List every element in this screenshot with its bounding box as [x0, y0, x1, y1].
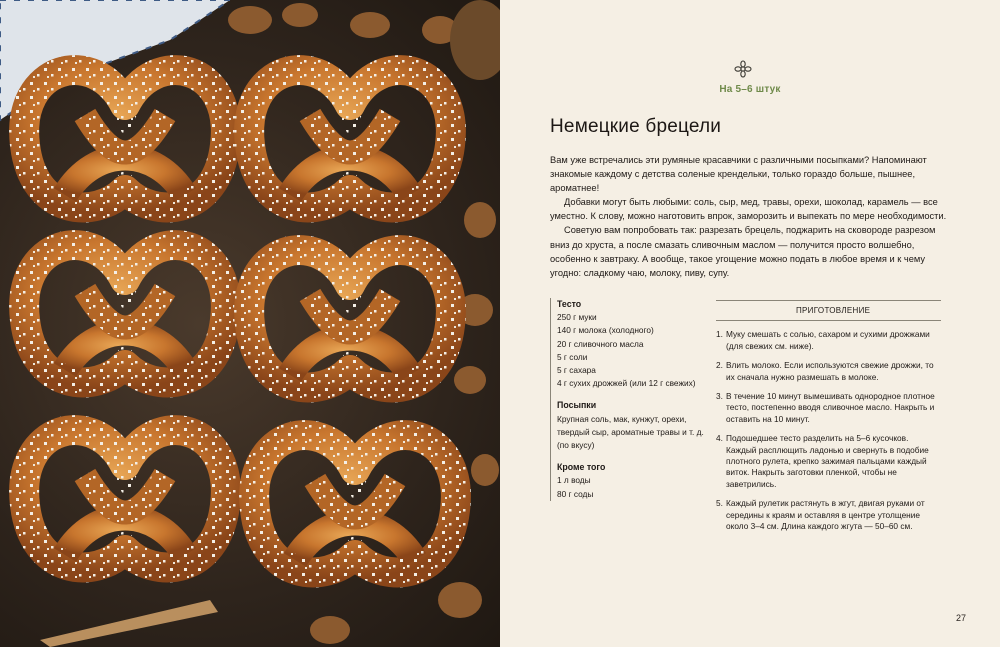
step-number: 4.	[716, 433, 723, 444]
recipe-intro	[550, 153, 950, 280]
method-section	[716, 300, 941, 541]
ingredient-item: 5 г сахара	[557, 365, 596, 376]
intro-paragraph: Добавки могут быть любыми: соль, сыр, мед, травы, орехи, шоколад, карамель — все уместно. К слову, можно наготовить впрок, заморозить и выпекать по мере необходимости.	[550, 197, 947, 222]
recipe-title: Немецкие брецели	[550, 116, 722, 137]
ingredient-group-heading: Кроме того	[557, 462, 606, 473]
method-step	[716, 360, 941, 383]
flower-icon	[734, 60, 752, 78]
ingredient-item: 1 л воды	[557, 475, 591, 486]
recipe-page	[500, 0, 1000, 647]
method-step	[716, 391, 941, 425]
ingredient-item: 250 г муки	[557, 312, 597, 323]
ingredient-group-dough	[557, 298, 707, 390]
ingredients-list	[550, 298, 707, 501]
step-number: 5.	[716, 498, 723, 509]
ingredient-item: 140 г молока (холодного)	[557, 325, 654, 336]
ingredient-group-heading: Тесто	[557, 299, 582, 309]
ingredient-group-extra	[557, 461, 707, 501]
step-number: 1.	[716, 329, 723, 340]
step-text: Подошедшее тесто разделить на 5–6 кусочков. Каждый расплющить ладонью и свернуть в подобие плотного рулета, крепко зажимая пальцами каждый виток. Накрыть заготовки пленкой, чтобы не заветрились.	[726, 433, 929, 489]
ingredient-item: 20 г сливочного масла	[557, 338, 644, 349]
method-step	[716, 329, 941, 352]
ingredient-group-heading: Посыпки	[557, 400, 597, 411]
ingredient-item: 80 г соды	[557, 488, 594, 499]
servings-label: На 5–6 штук	[719, 84, 781, 95]
intro-paragraph: Вам уже встречались эти румяные красавчики с различными посыпками? Напоминают знакомые каждому с детства соленые крендельки, только гораздо больше, пышнее, ароматнее!	[550, 155, 927, 194]
ingredient-item: Крупная соль, мак, кунжут, орехи, твердый сыр, ароматные травы и т. д. (по вкусу)	[557, 413, 704, 451]
method-step	[716, 433, 941, 490]
ingredient-group-toppings	[557, 399, 707, 452]
step-text: Влить молоко. Если используются свежие дрожжи, то их сначала нужно размешать в молоке.	[726, 360, 934, 382]
page-number: 27	[955, 613, 966, 623]
method-step	[716, 498, 941, 532]
step-text: В течение 10 минут вымешивать однородное плотное тесто, постепенно вводя сливочное масло. Накрыть и оставить на 10 минут.	[726, 391, 935, 424]
step-text: Каждый рулетик растянуть в жгут, двигая руками от середины к краям и оставляя в центре утолщение около 3–4 см. Длина каждого жгута — 50–60 см.	[726, 498, 925, 532]
ingredient-item: 4 г сухих дрожжей (или 12 г свежих)	[557, 378, 696, 389]
method-heading: ПРИГОТОВЛЕНИЕ	[716, 300, 941, 321]
step-number: 3.	[716, 391, 723, 402]
step-text: Муку смешать с солью, сахаром и сухими дрожжами (для свежих см. ниже).	[726, 329, 930, 351]
step-number: 2.	[716, 360, 723, 371]
intro-paragraph: Советую вам попробовать так: разрезать брецель, поджарить на сковороде разрезом вниз до хруста, а после смазать сливочным маслом — получится просто волшебно, особенно к завтраку. А вообще, такое угощение можно подать в любое время и к чему угодно: сладкому чаю, молоку, пиву, супу.	[550, 225, 936, 278]
ingredient-item: 5 г соли	[557, 351, 588, 362]
